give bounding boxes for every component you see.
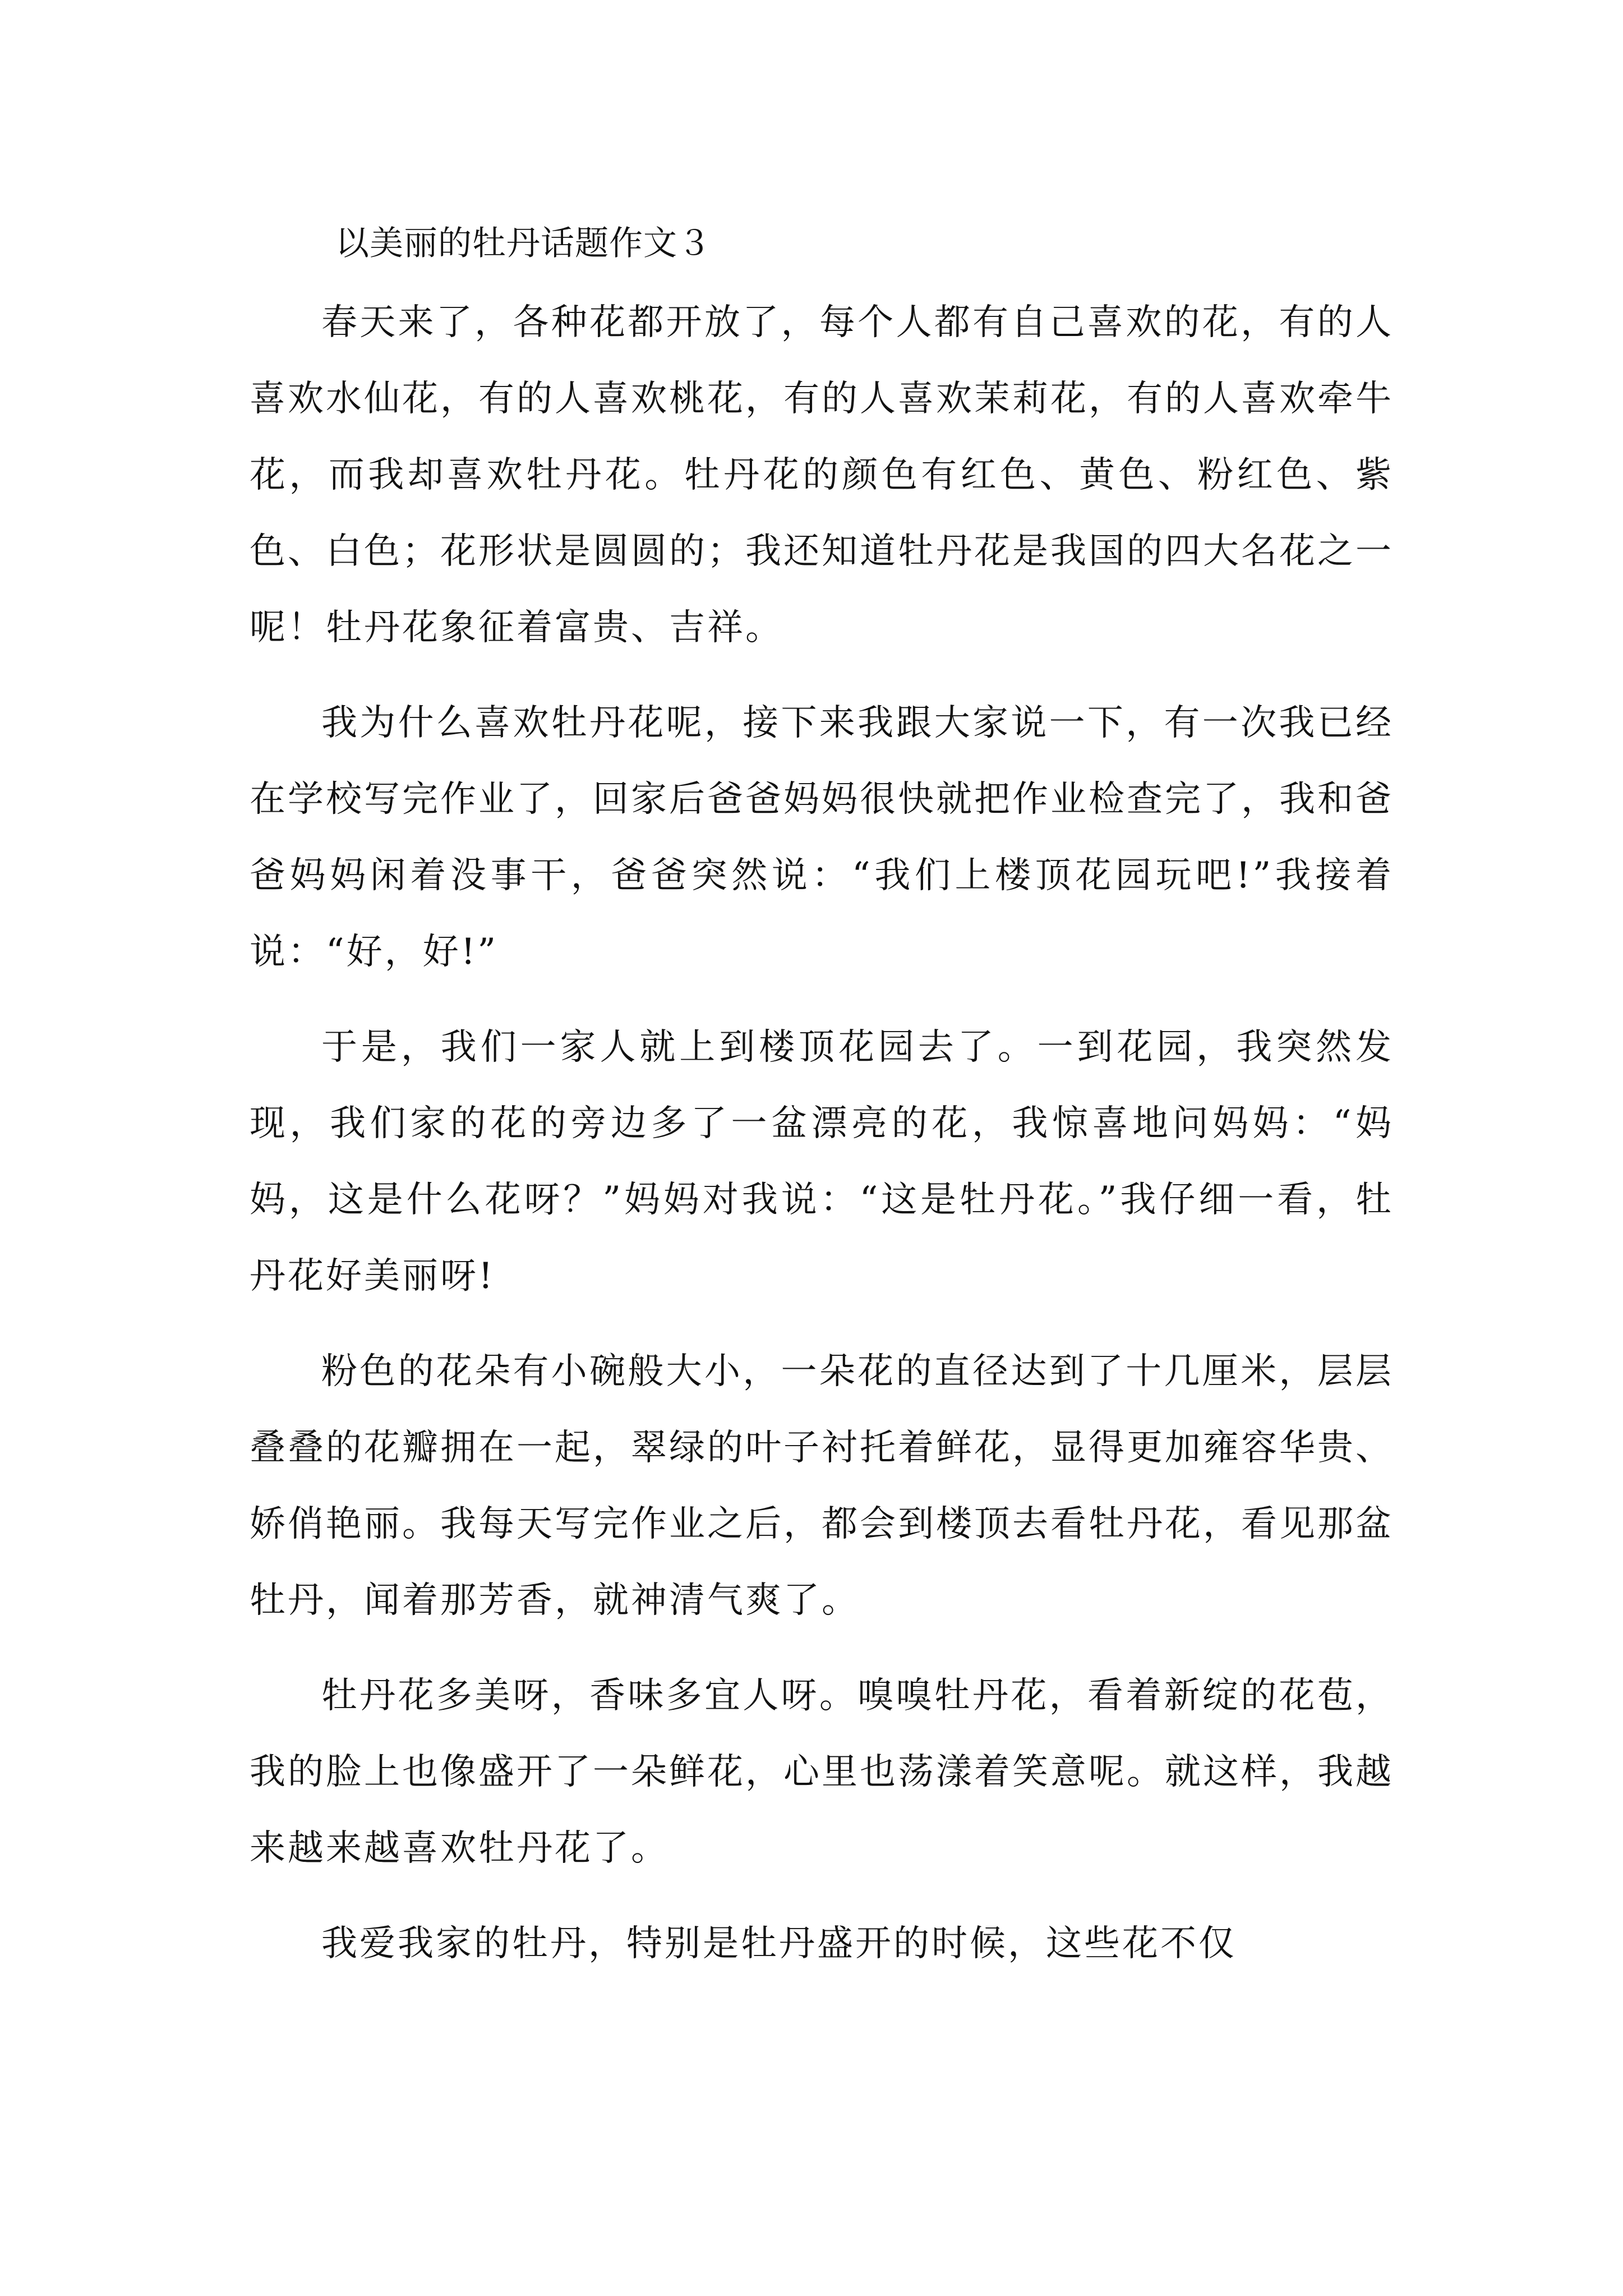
paragraph-6: 我爱我家的牡丹，特别是牡丹盛开的时候，这些花不仅: [321, 1923, 1237, 1964]
paragraph-2: 我为什么喜欢牡丹花呢，接下来我跟大家说一下，有一次我已经在学校写完作业了，回家后爸爸妈妈很快就把作业检查完了，我和爸爸妈妈闲着没事干，爸爸突然说：“我们上楼顶花园玩吧!”我接着说：“好，好!”: [250, 702, 1394, 973]
paragraph-4: 粉色的花朵有小碗般大小，一朵花的直径达到了十几厘米，层层叠叠的花瓣拥在一起，翠绿的叶子衬托着鲜花，显得更加雍容华贵、娇俏艳丽。我每天写完作业之后，都会到楼顶去看牡丹花，看见那盆牡丹，闻着那芳香，就神清气爽了。: [250, 1351, 1394, 1621]
document-title: 以美丽的牡丹话题作文３: [335, 224, 712, 263]
paragraph-3: 于是，我们一家人就上到楼顶花园去了。一到花园，我突然发现，我们家的花的旁边多了一盆漂亮的花，我惊喜地问妈妈：“妈妈，这是什么花呀？”妈妈对我说：“这是牡丹花。”我仔细一看，牡丹花好美丽呀!: [250, 1027, 1394, 1297]
paragraph-1: 春天来了，各种花都开放了，每个人都有自己喜欢的花，有的人喜欢水仙花，有的人喜欢桃花，有的人喜欢茉莉花，有的人喜欢牵牛花，而我却喜欢牡丹花。牡丹花的颜色有红色、黄色、粉红色、紫色、白色；花形状是圆圆的；我还知道牡丹花是我国的四大名花之一呢！牡丹花象征着富贵、吉祥。: [250, 302, 1394, 648]
paragraph-5: 牡丹花多美呀，香味多宜人呀。嗅嗅牡丹花，看着新绽的花苞，我的脸上也像盛开了一朵鲜花，心里也荡漾着笑意呢。就这样，我越来越来越喜欢牡丹花了。: [250, 1675, 1394, 1869]
document-page: [250, 222, 1394, 2001]
